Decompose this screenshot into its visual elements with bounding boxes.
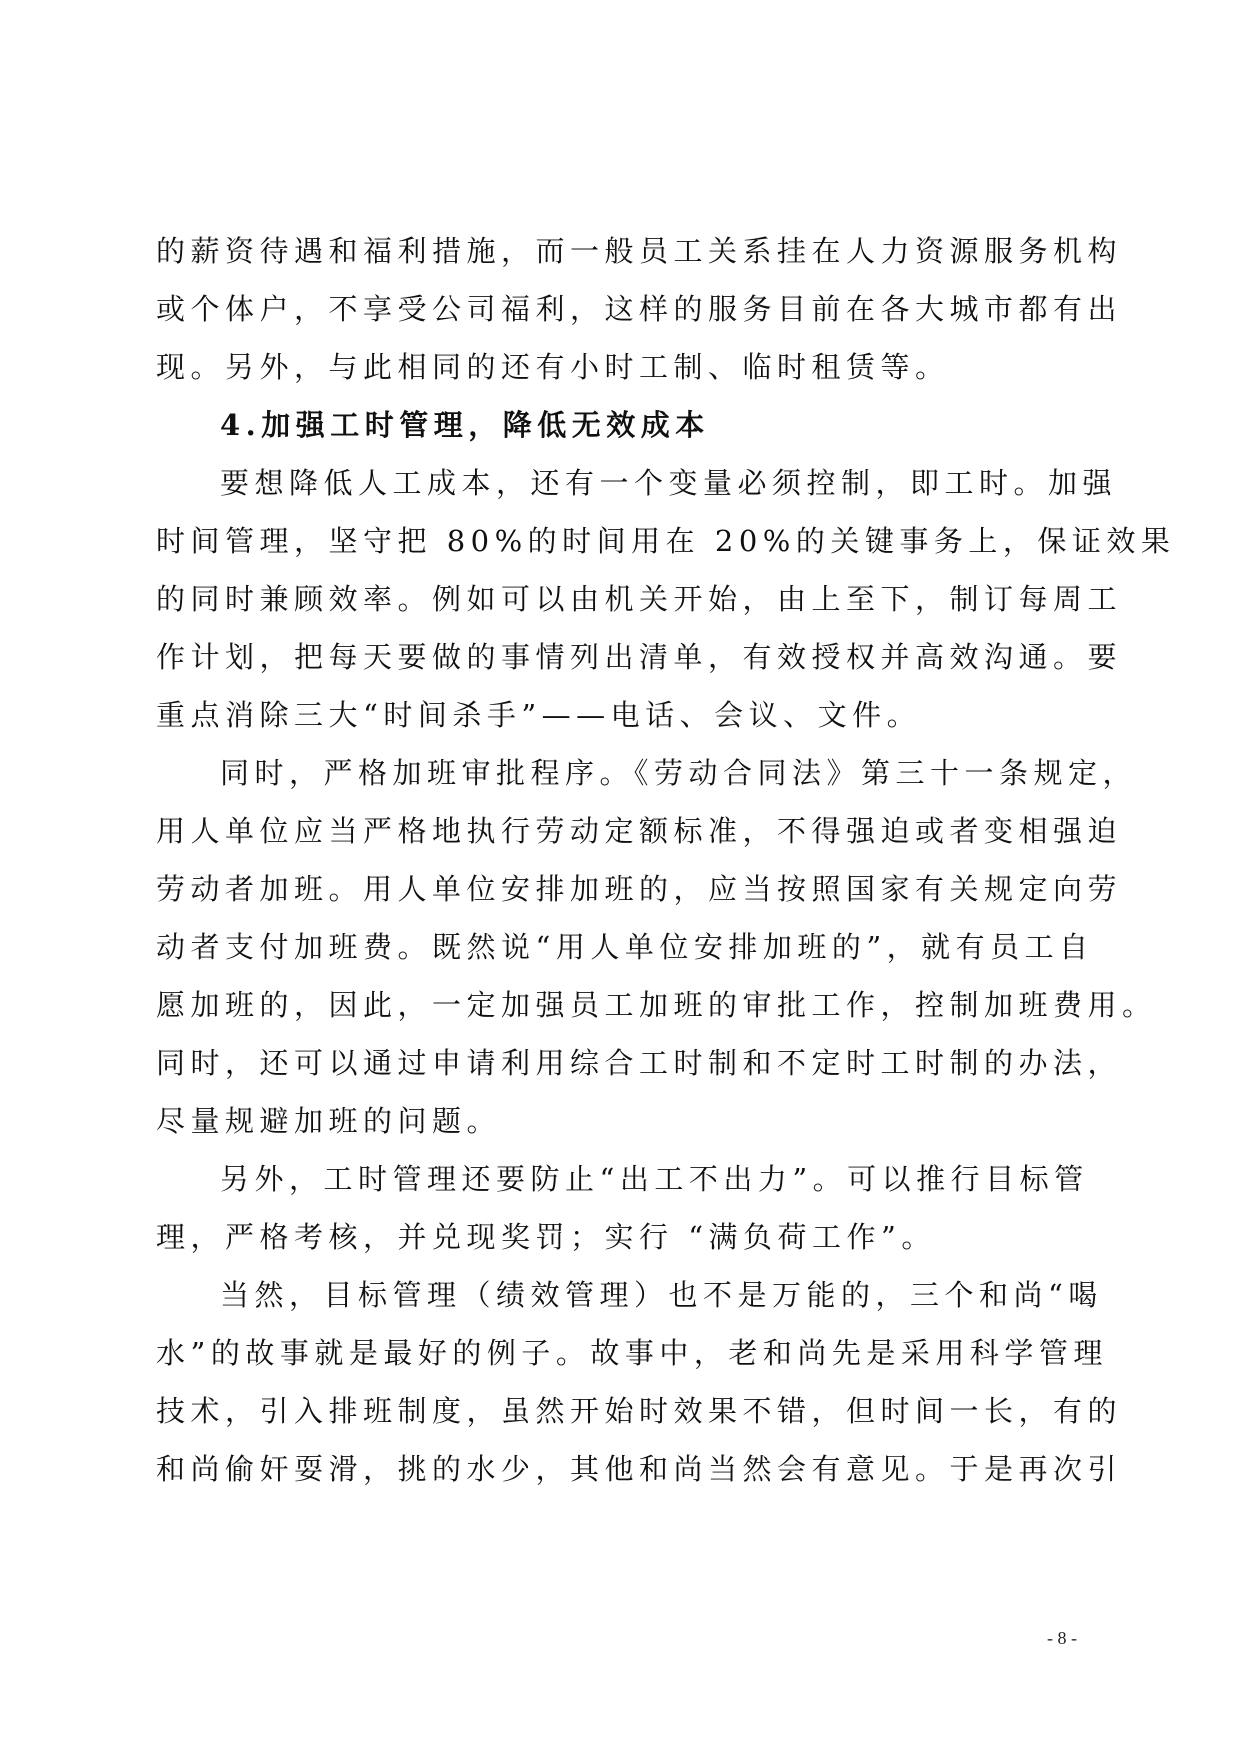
section-heading: 4.加强工时管理，降低无效成本 xyxy=(220,408,710,442)
text-line: 愿加班的，因此，一定加强员工加班的审批工作，控制加班费用。 xyxy=(156,988,1157,1022)
text-line: 重点消除三大“时间杀手”——电话、会议、文件。 xyxy=(156,698,922,732)
text-line: 要想降低人工成本，还有一个变量必须控制，即工时。加强 xyxy=(220,466,1118,500)
text-line: 或个体户，不享受公司福利，这样的服务目前在各大城市都有出 xyxy=(156,292,1123,326)
text-line: 和尚偷奸耍滑，挑的水少，其他和尚当然会有意见。于是再次引 xyxy=(156,1452,1123,1486)
page-number: - 8 - xyxy=(1047,1628,1077,1648)
text-line: 技术，引入排班制度，虽然开始时效果不错，但时间一长，有的 xyxy=(156,1394,1123,1428)
text-line: 当然，目标管理（绩效管理）也不是万能的，三个和尚“喝 xyxy=(220,1278,1103,1312)
text-line: 理，严格考核，并兑现奖罚；实行 “满负荷工作”。 xyxy=(156,1220,936,1254)
text-line: 现。另外，与此相同的还有小时工制、临时租赁等。 xyxy=(156,350,950,384)
text-line: 同时，严格加班审批程序。《劳动合同法》第三十一条规定， xyxy=(220,756,1138,790)
text-line: 劳动者加班。用人单位安排加班的，应当按照国家有关规定向劳 xyxy=(156,872,1123,906)
text-line: 作计划，把每天要做的事情列出清单，有效授权并高效沟通。要 xyxy=(156,640,1123,674)
text-line: 同时，还可以通过申请利用综合工时制和不定时工时制的办法， xyxy=(156,1046,1123,1080)
text-line: 时间管理，坚守把 80%的时间用在 20%的关键事务上，保证效果 xyxy=(156,524,1176,558)
text-line: 尽量规避加班的问题。 xyxy=(156,1104,502,1138)
text-line: 的薪资待遇和福利措施，而一般员工关系挂在人力资源服务机构 xyxy=(156,234,1123,268)
text-line: 的同时兼顾效率。例如可以由机关开始，由上至下，制订每周工 xyxy=(156,582,1123,616)
document-body xyxy=(156,222,1176,1498)
text-line: 另外，工时管理还要防止“出工不出力”。可以推行目标管 xyxy=(220,1162,1089,1196)
text-line: 水”的故事就是最好的例子。故事中，老和尚先是采用科学管理 xyxy=(156,1336,1108,1370)
text-line: 用人单位应当严格地执行劳动定额标准，不得强迫或者变相强迫 xyxy=(156,814,1123,848)
text-line: 动者支付加班费。既然说“用人单位安排加班的”，就有员工自 xyxy=(156,930,1094,964)
